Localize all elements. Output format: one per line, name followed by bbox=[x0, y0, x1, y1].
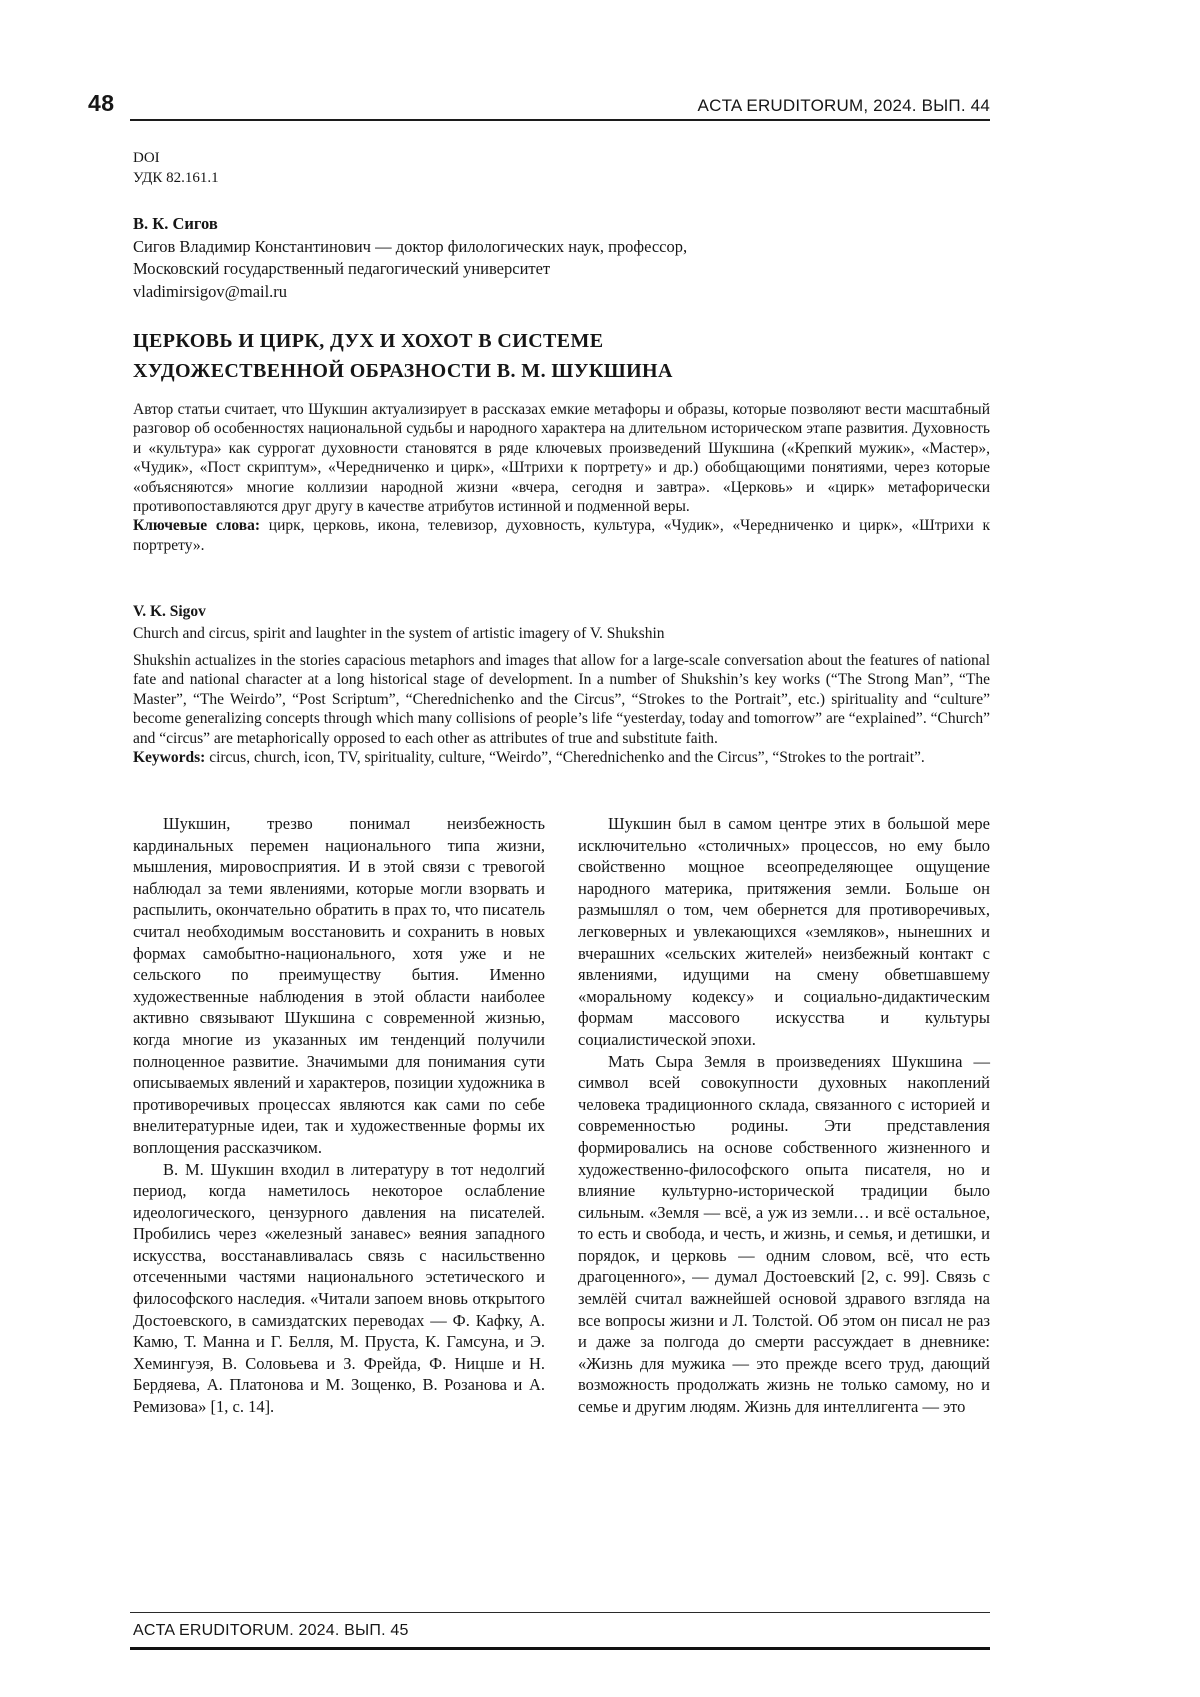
author-name-ru: В. К. Сигов bbox=[133, 214, 218, 233]
page-number: 48 bbox=[88, 90, 115, 116]
article-meta bbox=[133, 148, 219, 188]
body-column-right bbox=[578, 813, 990, 1418]
abstract-en bbox=[133, 651, 990, 767]
author-block-ru bbox=[133, 213, 687, 303]
abstract-text-en: Shukshin actualizes in the stories capacious metaphors and images that allow for a large-scale conversation about the features of national fate and national character at a long historical stage of development. In a number of Shukshin’s key works (“The Strong Man”, “The Master”, “The Weirdo”, “Post Scriptum”, “Cherednichenko and the Circus”, “Strokes to the Portrait”, etc.) spirituality and “culture” become generalizing concepts through which many collisions of people’s life “yesterday, today and tomorrow” are “explained”. “Church” and “circus” are metaphorically opposed to each other as attributes of true and substitute faith. bbox=[133, 652, 990, 747]
keywords-text-en: circus, church, icon, TV, spirituality, culture, “Weirdo”, “Cherednichenko and the Circus”, “Strokes to the portrait”. bbox=[205, 749, 925, 767]
abstract-ru bbox=[133, 400, 990, 555]
keywords-text-ru: цирк, церковь, икона, телевизор, духовность, культура, «Чудик», «Чередниченко и цирк», «Штрихи к портрету». bbox=[133, 517, 990, 554]
author-name-en: V. K. Sigov bbox=[133, 603, 206, 620]
article-title-ru bbox=[133, 326, 673, 386]
body-column-left bbox=[133, 813, 545, 1418]
body-paragraph: В. М. Шукшин входил в литературу в тот недолгий период, когда наметилось некоторое ослабление идеологического, цензурного давления на писателей. Пробились через «железный занавес» веяния западного искусства, восстанавливалась связь с насильственно отсеченными частями национального эстетического и философского наследия. «Читали запоем вновь открытого Достоевского, в самиздатских переводах — Ф. Кафку, А. Камю, Т. Манна и Г. Белля, М. Пруста, К. Гамсуна, и Э. Хемингуэя, В. Соловьева и З. Фрейда, Ф. Ницше и Н. Бердяева, А. Платонова и М. Зощенко, В. Розанова и А. Ремизова» [1, с. 14]. bbox=[133, 1159, 545, 1417]
author-affiliation-line1: Сигов Владимир Константинович — доктор филологических наук, профессор, bbox=[133, 236, 688, 256]
author-affiliation-line2: Московский государственный педагогический университет bbox=[133, 259, 551, 278]
page-footer bbox=[130, 1612, 990, 1650]
keywords-ru bbox=[133, 516, 990, 555]
keywords-en bbox=[133, 748, 990, 767]
page-header bbox=[88, 90, 990, 117]
body-paragraph: Шукшин был в самом центре этих в большой мере исключительно «столичных» процессов, но ему было свойственно мощное всеопределяющее ощущение народного материка, притяжения земли. Больше он размышлял о том, чем обернется для противоречивых, легковерных и увлекающихся «земляков», нынешних и вчерашних «сельских жителей» неизбежный контакт с явлениями, идущими на смену обветшавшему «моральному кодексу» и социально-дидактическим формам массового искусства и культуры социалистической эпохи. bbox=[578, 814, 990, 1049]
article-title-line-2: ХУДОЖЕСТВЕННОЙ ОБРАЗНОСТИ В. М. ШУКШИНА bbox=[133, 360, 673, 382]
header-divider bbox=[130, 119, 990, 121]
abstract-text-ru: Автор статьи считает, что Шукшин актуализирует в рассказах емкие метафоры и образы, которые позволяют вести масштабный разговор об особенностях национальной судьбы и народного характера на длительном историческом этапе развития. Духовность и «культура» как суррогат духовности становятся в ряде ключевых произведений Шукшина («Крепкий мужик», «Мастер», «Чудик», «Пост скриптум», «Чередниченко и цирк», «Штрихи к портрету» и др.) обобщающими понятиями, через которые «объясняются» многие коллизии народной жизни «вчера, сегодня и завтра». «Церковь» и «цирк» метафорически противопоставляются друг другу в качестве атрибутов истинной и подменной веры. bbox=[133, 401, 990, 516]
keywords-label-en: Keywords: bbox=[133, 749, 206, 767]
author-email: vladimirsigov@mail.ru bbox=[133, 281, 288, 301]
body-paragraph: Шукшин, трезво понимал неизбежность кардинальных перемен национального типа жизни, мышления, мировосприятия. И в этой связи с тревогой наблюдал за теми явлениями, которые могли взорвать и распылить, окончательно обратить в прах то, что писатель считал необходимым восстановить и сохранить в новых формах самобытно-национального, хотя уже и не сельского по преимуществу бытия. Именно художественные наблюдения в этой области наиболее активно связывают Шукшина с современной жизнью, когда многие из указанных им тенденций получили полноценное развитие. Значимыми для понимания сути описываемых явлений и характеров, позиции художника в противоречивых процессах являются как сами по себе внелитературные идеи, так и художественные формы их воплощения рассказчиком. bbox=[133, 814, 545, 1157]
body-columns bbox=[133, 813, 990, 1418]
article-title-line-1: ЦЕРКОВЬ И ЦИРК, ДУХ И ХОХОТ В СИСТЕМЕ bbox=[133, 330, 604, 352]
article-title-en: Church and circus, spirit and laughter in the system of artistic imagery of V. Shukshin bbox=[133, 624, 665, 642]
author-block-en bbox=[133, 601, 665, 644]
udk-label: УДК 82.161.1 bbox=[133, 170, 219, 186]
keywords-label-ru: Ключевые слова: bbox=[133, 517, 261, 535]
footer-divider-bottom bbox=[130, 1647, 990, 1650]
footer-journal: ACTA ERUDITORUM. 2024. ВЫП. 45 bbox=[133, 1622, 409, 1639]
journal-running-head: ACTA ERUDITORUM, 2024. ВЫП. 44 bbox=[697, 96, 990, 115]
body-paragraph: Мать Сыра Земля в произведениях Шукшина — символ всей совокупности духовных накоплений человека традиционного склада, связанного с историей и современностью родины. Эти представления формировались на основе собственного жизненного и художественно-философского опыта писателя, но и влияние культурно-исторической традиции было сильным. «Земля — всё, а уж из земли… и всё остальное, то есть и свобода, и честь, и жизнь, и семья, и детишки, и порядок, и церковь — одним словом, всё, что есть драгоценного», — думал Достоевский [2, с. 99]. Связь с землёй считал важнейшей основой здравого взгляда на все вопросы жизни и Л. Толстой. Об этом он писал не раз и даже за полгода до смерти рассуждает в дневнике: «Жизнь для мужика — это прежде всего труд, дающий возможность продолжать жизнь не только самому, но и семье и другим людям. Жизнь для интеллигента — это bbox=[578, 1051, 990, 1417]
doi-label: DOI bbox=[133, 150, 160, 166]
